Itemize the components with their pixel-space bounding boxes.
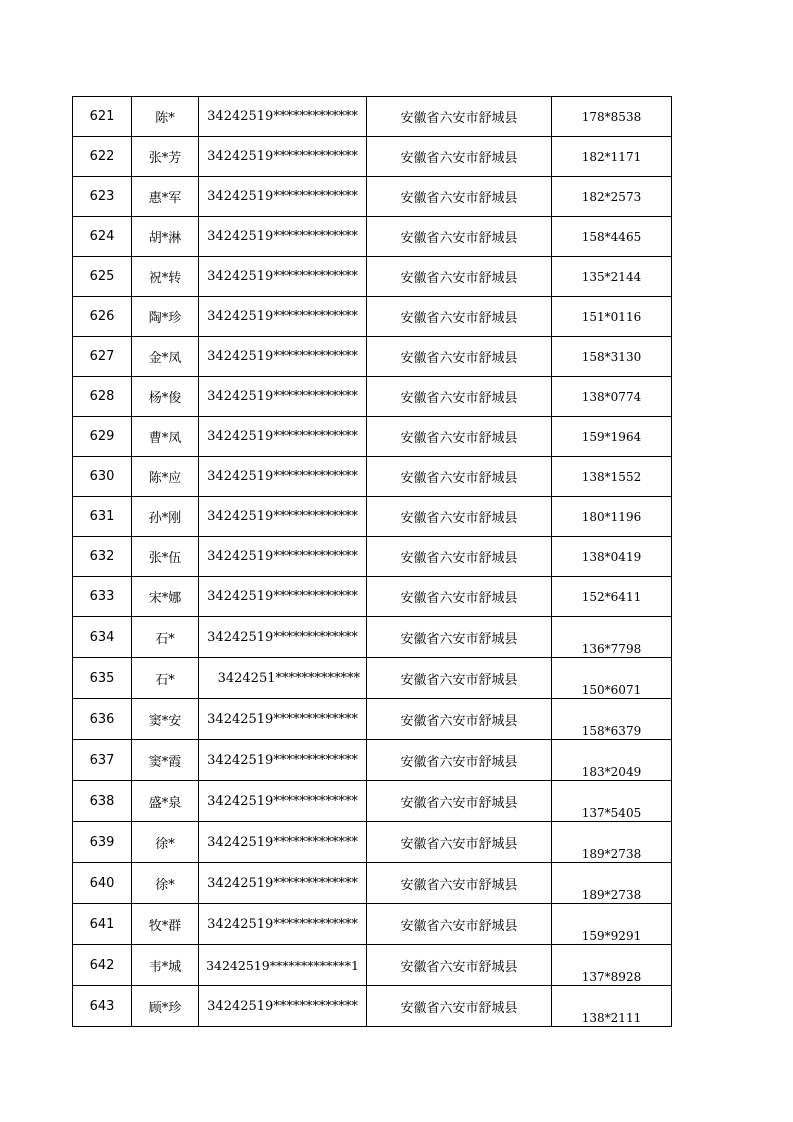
id-number-cell: 3424251************* xyxy=(199,658,367,699)
row-number-cell: 643 xyxy=(73,986,132,1027)
id-number-cell: 34242519************* xyxy=(199,137,367,177)
phone-cell: 152*6411 xyxy=(552,577,672,617)
phone-cell: 138*2111 xyxy=(552,986,672,1027)
name-cell: 盛*泉 xyxy=(132,781,199,822)
row-number-cell: 632 xyxy=(73,537,132,577)
id-number-cell: 34242519************* xyxy=(199,457,367,497)
phone-cell: 180*1196 xyxy=(552,497,672,537)
address-cell: 安徽省六安市舒城县 xyxy=(367,417,552,457)
table-row xyxy=(73,457,672,497)
address-cell: 安徽省六安市舒城县 xyxy=(367,257,552,297)
id-number-cell: 34242519************* xyxy=(199,822,367,863)
address-cell: 安徽省六安市舒城县 xyxy=(367,537,552,577)
row-number-cell: 635 xyxy=(73,658,132,699)
row-number-cell: 625 xyxy=(73,257,132,297)
id-number-cell: 34242519************* xyxy=(199,740,367,781)
table-row xyxy=(73,177,672,217)
name-cell: 徐* xyxy=(132,863,199,904)
name-cell: 韦*城 xyxy=(132,945,199,986)
table-row xyxy=(73,863,672,904)
phone-cell: 182*1171 xyxy=(552,137,672,177)
address-cell: 安徽省六安市舒城县 xyxy=(367,297,552,337)
id-number-cell: 34242519************* xyxy=(199,781,367,822)
table-row xyxy=(73,658,672,699)
address-cell: 安徽省六安市舒城县 xyxy=(367,217,552,257)
id-number-cell: 34242519************* xyxy=(199,577,367,617)
row-number-cell: 627 xyxy=(73,337,132,377)
name-cell: 张*伍 xyxy=(132,537,199,577)
phone-cell: 137*8928 xyxy=(552,945,672,986)
phone-cell: 182*2573 xyxy=(552,177,672,217)
phone-cell: 138*0419 xyxy=(552,537,672,577)
row-number-cell: 628 xyxy=(73,377,132,417)
table-row xyxy=(73,822,672,863)
phone-cell: 137*5405 xyxy=(552,781,672,822)
phone-cell: 158*6379 xyxy=(552,699,672,740)
name-cell: 金*凤 xyxy=(132,337,199,377)
records-table xyxy=(72,96,672,1027)
table-row xyxy=(73,337,672,377)
id-number-cell: 34242519************* xyxy=(199,377,367,417)
table-row xyxy=(73,417,672,457)
table-row xyxy=(73,377,672,417)
name-cell: 陈* xyxy=(132,97,199,137)
id-number-cell: 34242519************* xyxy=(199,217,367,257)
row-number-cell: 637 xyxy=(73,740,132,781)
table-row xyxy=(73,740,672,781)
phone-cell: 151*0116 xyxy=(552,297,672,337)
phone-cell: 138*1552 xyxy=(552,457,672,497)
phone-cell: 158*4465 xyxy=(552,217,672,257)
id-number-cell: 34242519************* xyxy=(199,97,367,137)
row-number-cell: 623 xyxy=(73,177,132,217)
phone-cell: 159*9291 xyxy=(552,904,672,945)
phone-cell: 150*6071 xyxy=(552,658,672,699)
row-number-cell: 639 xyxy=(73,822,132,863)
table-row xyxy=(73,257,672,297)
name-cell: 胡*淋 xyxy=(132,217,199,257)
address-cell: 安徽省六安市舒城县 xyxy=(367,863,552,904)
row-number-cell: 622 xyxy=(73,137,132,177)
id-number-cell: 34242519************* xyxy=(199,986,367,1027)
address-cell: 安徽省六安市舒城县 xyxy=(367,617,552,658)
row-number-cell: 641 xyxy=(73,904,132,945)
table-row xyxy=(73,297,672,337)
name-cell: 牧*群 xyxy=(132,904,199,945)
table-row xyxy=(73,699,672,740)
id-number-cell: 34242519************* xyxy=(199,497,367,537)
address-cell: 安徽省六安市舒城县 xyxy=(367,137,552,177)
address-cell: 安徽省六安市舒城县 xyxy=(367,337,552,377)
id-number-cell: 34242519************* xyxy=(199,257,367,297)
id-number-cell: 34242519************* xyxy=(199,177,367,217)
phone-cell: 158*3130 xyxy=(552,337,672,377)
name-cell: 孙*刚 xyxy=(132,497,199,537)
table-row xyxy=(73,986,672,1027)
address-cell: 安徽省六安市舒城县 xyxy=(367,177,552,217)
name-cell: 祝*转 xyxy=(132,257,199,297)
row-number-cell: 634 xyxy=(73,617,132,658)
table-row xyxy=(73,781,672,822)
id-number-cell: 34242519************* xyxy=(199,417,367,457)
name-cell: 顾*珍 xyxy=(132,986,199,1027)
name-cell: 石* xyxy=(132,658,199,699)
table-row xyxy=(73,497,672,537)
name-cell: 杨*俊 xyxy=(132,377,199,417)
table-row xyxy=(73,577,672,617)
id-number-cell: 34242519************* xyxy=(199,537,367,577)
table-row xyxy=(73,217,672,257)
name-cell: 窦*安 xyxy=(132,699,199,740)
id-number-cell: 34242519************* xyxy=(199,904,367,945)
row-number-cell: 640 xyxy=(73,863,132,904)
row-number-cell: 621 xyxy=(73,97,132,137)
address-cell: 安徽省六安市舒城县 xyxy=(367,740,552,781)
phone-cell: 138*0774 xyxy=(552,377,672,417)
row-number-cell: 629 xyxy=(73,417,132,457)
name-cell: 陶*珍 xyxy=(132,297,199,337)
table-row xyxy=(73,537,672,577)
table-row xyxy=(73,904,672,945)
address-cell: 安徽省六安市舒城县 xyxy=(367,97,552,137)
address-cell: 安徽省六安市舒城县 xyxy=(367,577,552,617)
name-cell: 曹*凤 xyxy=(132,417,199,457)
table-row xyxy=(73,945,672,986)
phone-cell: 183*2049 xyxy=(552,740,672,781)
address-cell: 安徽省六安市舒城县 xyxy=(367,822,552,863)
table-row xyxy=(73,137,672,177)
phone-cell: 178*8538 xyxy=(552,97,672,137)
row-number-cell: 626 xyxy=(73,297,132,337)
id-number-cell: 34242519************* xyxy=(199,337,367,377)
table-row xyxy=(73,617,672,658)
id-number-cell: 34242519************* xyxy=(199,863,367,904)
id-number-cell: 34242519************* xyxy=(199,617,367,658)
name-cell: 徐* xyxy=(132,822,199,863)
address-cell: 安徽省六安市舒城县 xyxy=(367,377,552,417)
address-cell: 安徽省六安市舒城县 xyxy=(367,658,552,699)
row-number-cell: 631 xyxy=(73,497,132,537)
phone-cell: 189*2738 xyxy=(552,863,672,904)
address-cell: 安徽省六安市舒城县 xyxy=(367,904,552,945)
name-cell: 窦*霞 xyxy=(132,740,199,781)
name-cell: 石* xyxy=(132,617,199,658)
address-cell: 安徽省六安市舒城县 xyxy=(367,699,552,740)
name-cell: 张*芳 xyxy=(132,137,199,177)
records-table-body xyxy=(73,97,672,1027)
address-cell: 安徽省六安市舒城县 xyxy=(367,497,552,537)
row-number-cell: 630 xyxy=(73,457,132,497)
phone-cell: 135*2144 xyxy=(552,257,672,297)
phone-cell: 136*7798 xyxy=(552,617,672,658)
name-cell: 陈*应 xyxy=(132,457,199,497)
id-number-cell: 34242519************* xyxy=(199,297,367,337)
row-number-cell: 642 xyxy=(73,945,132,986)
phone-cell: 189*2738 xyxy=(552,822,672,863)
address-cell: 安徽省六安市舒城县 xyxy=(367,781,552,822)
id-number-cell: 34242519*************1 xyxy=(199,945,367,986)
address-cell: 安徽省六安市舒城县 xyxy=(367,986,552,1027)
id-number-cell: 34242519************* xyxy=(199,699,367,740)
row-number-cell: 633 xyxy=(73,577,132,617)
row-number-cell: 636 xyxy=(73,699,132,740)
phone-cell: 159*1964 xyxy=(552,417,672,457)
row-number-cell: 638 xyxy=(73,781,132,822)
name-cell: 惠*军 xyxy=(132,177,199,217)
address-cell: 安徽省六安市舒城县 xyxy=(367,457,552,497)
address-cell: 安徽省六安市舒城县 xyxy=(367,945,552,986)
table-row xyxy=(73,97,672,137)
row-number-cell: 624 xyxy=(73,217,132,257)
name-cell: 宋*娜 xyxy=(132,577,199,617)
